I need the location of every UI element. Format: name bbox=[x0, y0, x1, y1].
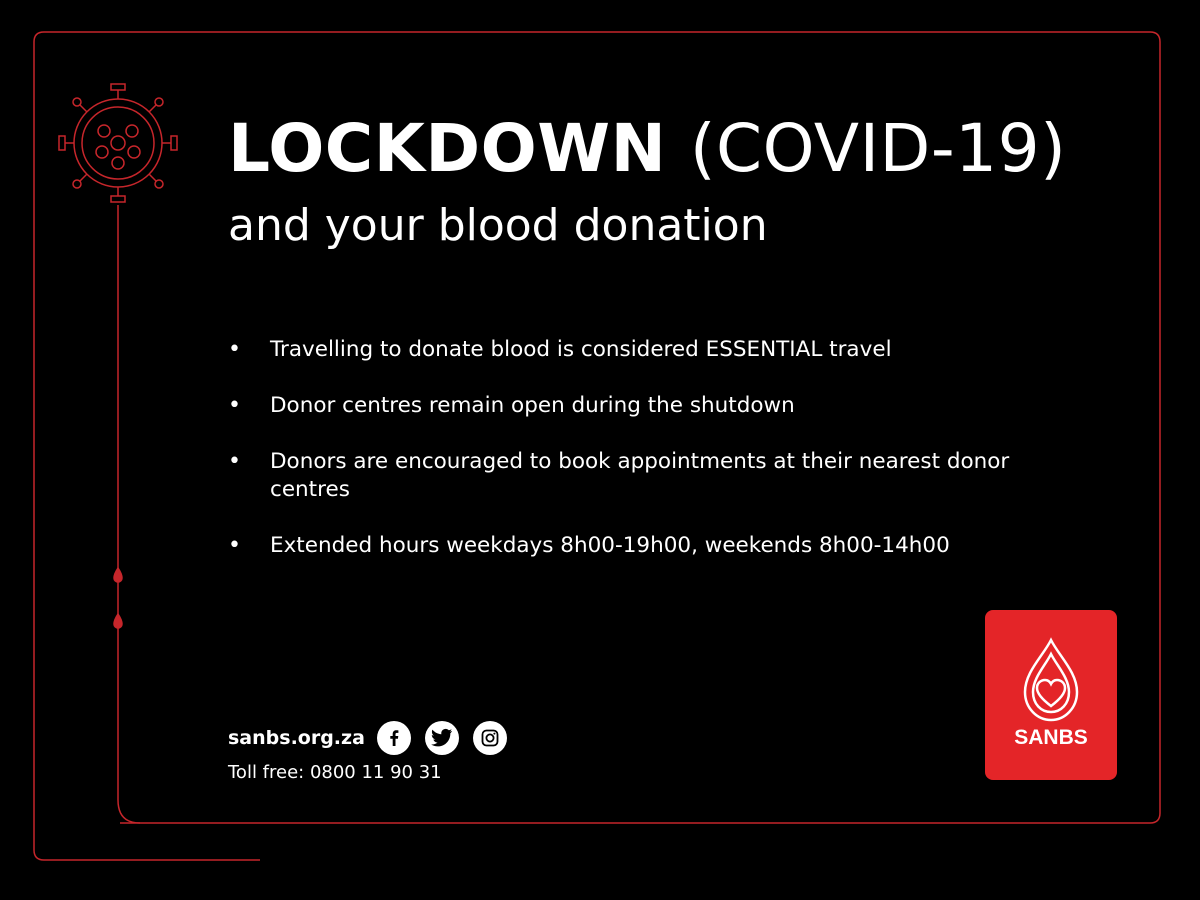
contact-block bbox=[228, 718, 521, 786]
list-item bbox=[228, 448, 1050, 504]
website-row bbox=[228, 718, 521, 758]
bullet-marker: • bbox=[228, 337, 241, 362]
list-item bbox=[228, 392, 1028, 420]
page-title bbox=[228, 108, 1066, 190]
twitter-icon[interactable] bbox=[425, 721, 459, 755]
bullet-marker: • bbox=[228, 449, 241, 474]
logo-text: SANBS bbox=[1014, 726, 1088, 749]
list-item-text: Donor centres remain open during the shutdown bbox=[270, 393, 795, 418]
info-list bbox=[228, 336, 1028, 560]
blood-drop-heart-icon bbox=[985, 610, 1117, 780]
list-item bbox=[228, 336, 1028, 364]
title-lockdown: LOCKDOWN bbox=[228, 110, 667, 187]
facebook-icon[interactable] bbox=[377, 721, 411, 755]
bullet-marker: • bbox=[228, 393, 241, 418]
list-item-text: Donors are encouraged to book appointments at their nearest donor centres bbox=[270, 449, 1010, 502]
virus-icon bbox=[58, 84, 178, 204]
instagram-icon[interactable] bbox=[473, 721, 507, 755]
list-item-text: Extended hours weekdays 8h00-19h00, weekends 8h00-14h00 bbox=[270, 533, 950, 558]
bullet-marker: • bbox=[228, 533, 241, 558]
website-link[interactable]: sanbs.org.za bbox=[228, 727, 365, 749]
list-item-text: Travelling to donate blood is considered ESSENTIAL travel bbox=[270, 337, 892, 362]
tollfree-number: Toll free: 0800 11 90 31 bbox=[228, 762, 442, 783]
page-subtitle: and your blood donation bbox=[228, 200, 768, 251]
title-covid: (COVID-19) bbox=[689, 110, 1067, 187]
sanbs-logo bbox=[985, 610, 1117, 780]
list-item bbox=[228, 532, 1028, 560]
